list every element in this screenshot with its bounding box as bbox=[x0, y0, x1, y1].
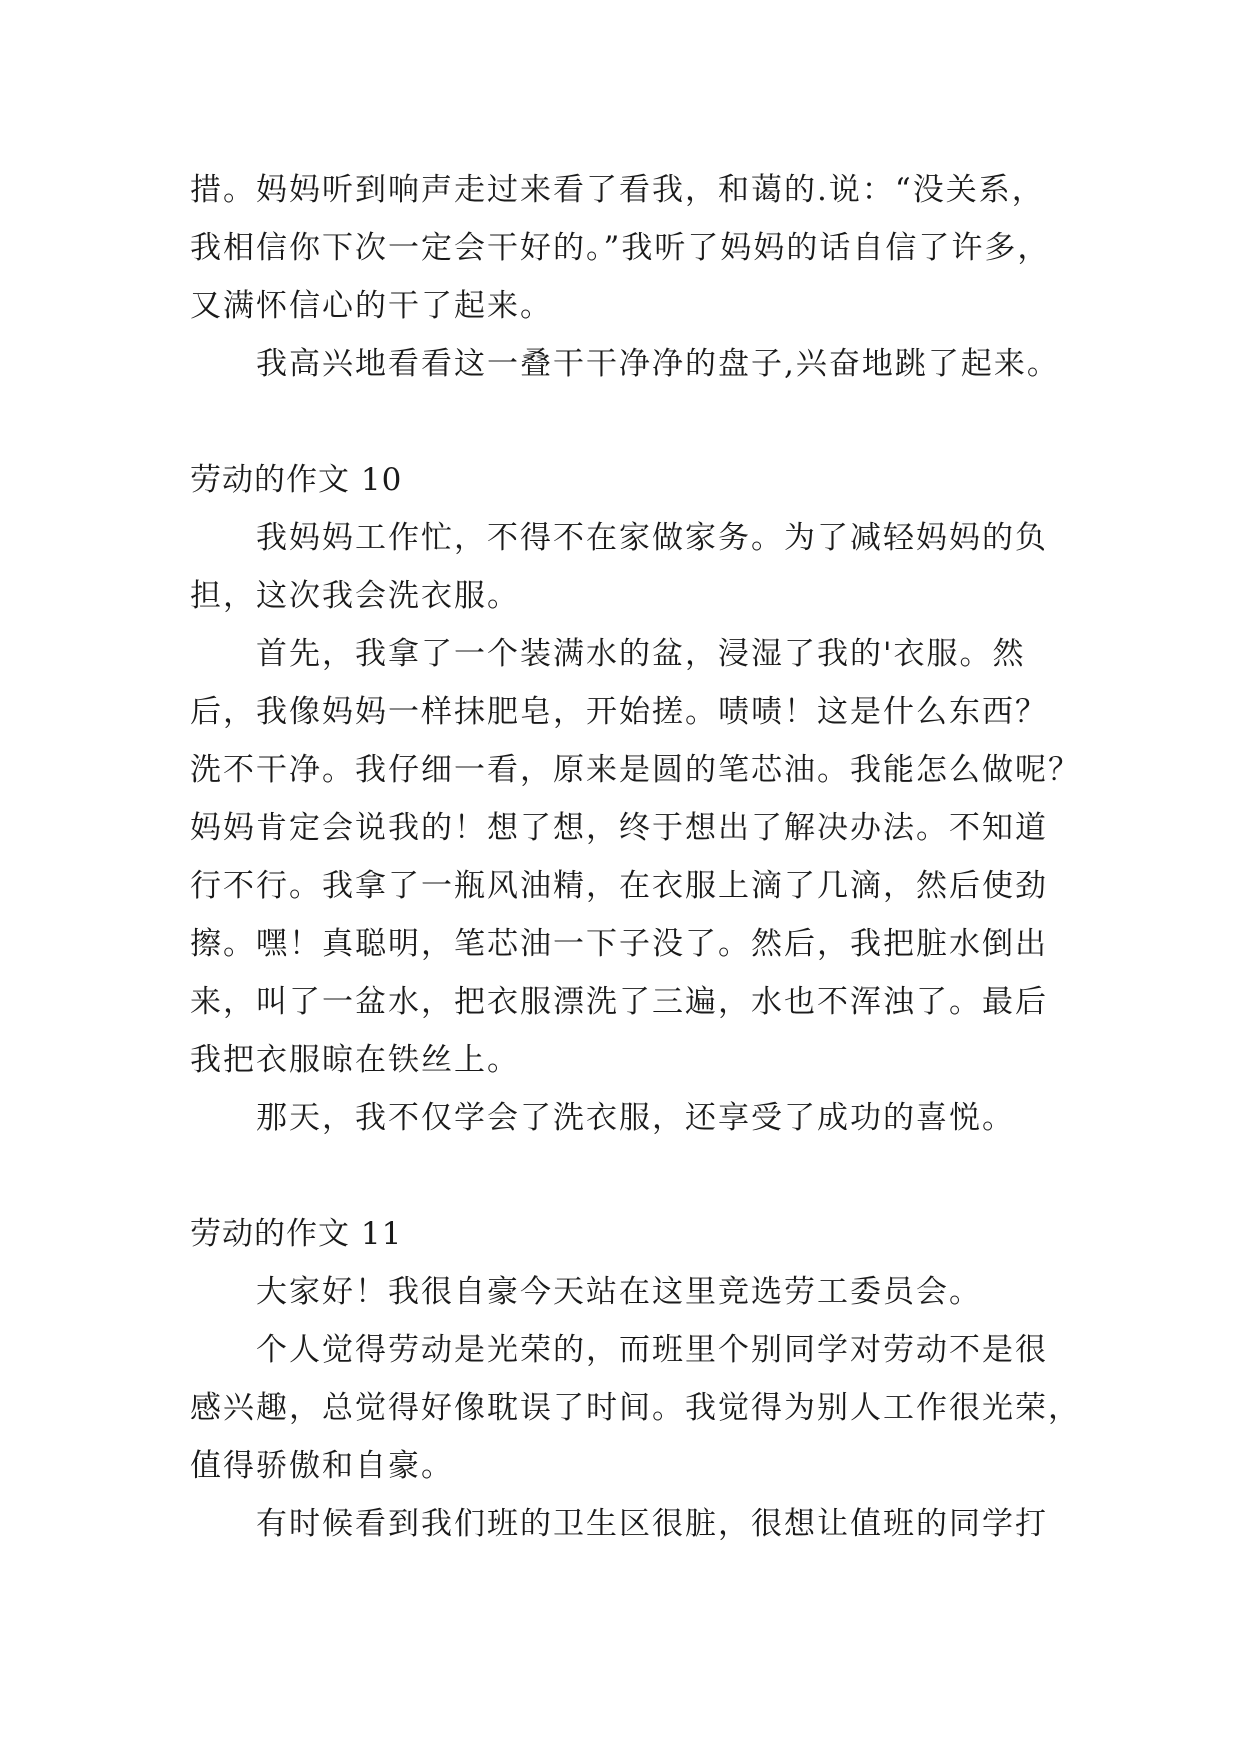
text-line: 后，我像妈妈一样抹肥皂，开始搓。啧啧！这是什么东西？ bbox=[190, 694, 1048, 730]
text-line: 行不行。我拿了一瓶风油精，在衣服上滴了几滴，然后使劲 bbox=[190, 868, 1048, 904]
text-line: 我妈妈工作忙，不得不在家做家务。为了减轻妈妈的负 bbox=[256, 520, 1048, 556]
text-line: 我把衣服晾在铁丝上。 bbox=[190, 1042, 520, 1078]
text-line: 那天，我不仅学会了洗衣服，还享受了成功的喜悦。 bbox=[256, 1100, 1015, 1136]
text-line: 我相信你下次一定会干好的。”我听了妈妈的话自信了许多， bbox=[190, 230, 1051, 266]
text-line: 值得骄傲和自豪。 bbox=[190, 1448, 454, 1484]
section-heading: 劳动的作文 11 bbox=[190, 1216, 403, 1252]
text-line: 擦。嘿！真聪明，笔芯油一下子没了。然后，我把脏水倒出 bbox=[190, 926, 1048, 962]
text-line: 又满怀信心的干了起来。 bbox=[190, 288, 553, 324]
text-line: 妈妈肯定会说我的！想了想，终于想出了解决办法。不知道 bbox=[190, 810, 1048, 846]
text-line: 个人觉得劳动是光荣的，而班里个别同学对劳动不是很 bbox=[256, 1332, 1048, 1368]
text-line: 措。妈妈听到响声走过来看了看我，和蔼的.说：“没关系， bbox=[190, 172, 1045, 208]
text-line: 有时候看到我们班的卫生区很脏，很想让值班的同学打 bbox=[256, 1506, 1048, 1542]
text-line: 首先，我拿了一个装满水的盆，浸湿了我的'衣服。然 bbox=[256, 636, 1026, 672]
text-line: 感兴趣，总觉得好像耽误了时间。我觉得为别人工作很光荣， bbox=[190, 1390, 1081, 1426]
text-line: 担，这次我会洗衣服。 bbox=[190, 578, 520, 614]
text-line: 我高兴地看看这一叠干干净净的盘子,兴奋地跳了起来。 bbox=[256, 346, 1060, 382]
text-line: 来，叫了一盆水，把衣服漂洗了三遍，水也不浑浊了。最后 bbox=[190, 984, 1048, 1020]
text-line: 洗不干净。我仔细一看，原来是圆的笔芯油。我能怎么做呢？ bbox=[190, 752, 1081, 788]
section-heading: 劳动的作文 10 bbox=[190, 462, 403, 498]
text-line: 大家好！我很自豪今天站在这里竞选劳工委员会。 bbox=[256, 1274, 982, 1310]
